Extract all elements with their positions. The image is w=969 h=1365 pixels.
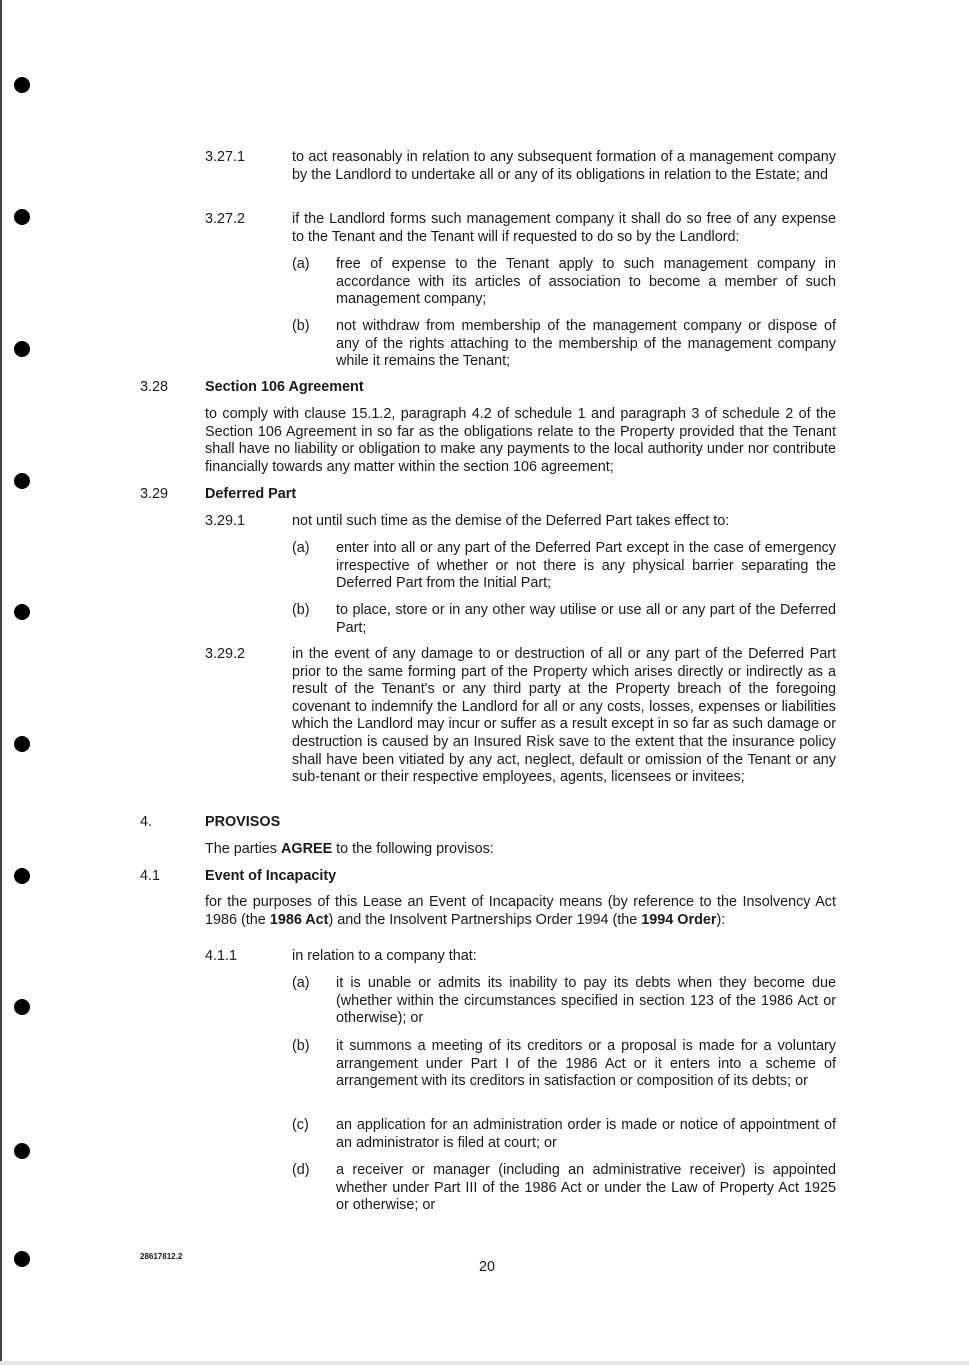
text-run: ) and the Insolvent Partnerships Order 1994 (the: [328, 911, 642, 928]
punch-hole-icon: [14, 77, 30, 93]
page-number: 20: [479, 1259, 496, 1275]
clause-text: in relation to a company that:: [292, 948, 477, 964]
clause-number: 4.1.1: [205, 948, 238, 964]
defined-term: 1994 Order: [641, 911, 717, 928]
item-label: (a): [292, 975, 310, 991]
defined-term: AGREE: [281, 841, 333, 857]
item-text: an application for an administration order is made or notice of appointment of an administrator is filed at court; or: [336, 1117, 836, 1151]
punch-hole-icon: [14, 999, 30, 1015]
clause-heading: PROVISOS: [205, 814, 281, 830]
item-label: (a): [292, 540, 310, 556]
item-text: it is unable or admits its inability to pay its debts when they become due (whether within the circumstances specified in section 123 of the 1986 Act or otherwise); or: [336, 975, 836, 1027]
defined-term: 1986 Act: [269, 911, 329, 928]
punch-hole-icon: [14, 341, 30, 357]
item-label: (c): [292, 1117, 309, 1133]
clause-text: if the Landlord forms such management company it shall do so free of any expense to the Tenant and the Tenant will if requested to do so by the Landlord:: [292, 211, 836, 245]
clause-number: 3.29.1: [205, 513, 246, 529]
clause-text: in the event of any damage to or destruction of all or any part of the Deferred Part prior to the same forming part of the Property which arises directly or indirectly as a result of the Tenant's or any third party at the Property breach of the foregoing covenant to indemnify the Landlord for all or any costs, losses, expenses or liabilities which the Landlord may incur or suffer as a result except in so far as such damage or destruction is caused by an Insured Risk save to the extent that the insurance policy shall have been vitiated by any act, neglect, default or omission of the Tenant or any sub-tenant or their respective employees, agents, licensees or invitees;: [292, 646, 836, 786]
item-text: not withdraw from membership of the management company or dispose of any of the rights attaching to the membership of the management company while it remains the Tenant;: [336, 318, 836, 370]
item-label: (a): [292, 256, 310, 272]
clause-heading: Event of Incapacity: [205, 868, 337, 884]
clause-number: 3.27.1: [205, 149, 246, 165]
item-label: (d): [292, 1162, 310, 1178]
item-label: (b): [292, 1038, 310, 1054]
page-bottom-edge: [0, 1361, 969, 1365]
clause-text: to comply with clause 15.1.2, paragraph 4.2 of schedule 1 and paragraph 3 of schedule 2 of the Section 106 Agreement in so far as the obligations relate to the Property provided that the Tenant shall have no liability or obligation to make any payments to the local authority under nor contribute financially towards any matter within the section 106 agreement;: [205, 406, 836, 475]
clause-text: not until such time as the demise of the Deferred Part takes effect to:: [292, 513, 730, 529]
item-label: (b): [292, 602, 310, 618]
clause-heading: Deferred Part: [205, 486, 297, 502]
punch-hole-icon: [14, 868, 30, 884]
punch-hole-icon: [14, 736, 30, 752]
clause-text: [205, 841, 836, 859]
item-text: to place, store or in any other way utilise or use all or any part of the Deferred Part;: [336, 602, 836, 636]
punch-hole-icon: [14, 604, 30, 620]
item-text: a receiver or manager (including an administrative receiver) is appointed whether under Part III of the 1986 Act or under the Law of Property Act 1925 or otherwise; or: [336, 1162, 836, 1214]
punch-hole-icon: [14, 1143, 30, 1159]
punch-hole-icon: [14, 473, 30, 489]
item-label: (b): [292, 318, 310, 334]
intro-text: to the following provisos:: [332, 841, 494, 857]
clause-number: 3.29.2: [205, 646, 246, 662]
punch-hole-icon: [14, 1251, 30, 1267]
item-text: it summons a meeting of its creditors or a proposal is made for a voluntary arrangement under Part I of the 1986 Act or it enters into a scheme of arrangement with its creditors in satisfaction or composition of its debts; or: [336, 1038, 836, 1090]
page-left-edge: [0, 0, 2, 1365]
clause-number: 3.27.2: [205, 211, 246, 227]
intro-text: The parties: [205, 841, 281, 857]
clause-number: 3.28: [140, 379, 169, 395]
clause-text: [205, 894, 836, 929]
clause-number: 3.29: [140, 486, 169, 502]
document-reference: 28617812.2: [140, 1252, 183, 1261]
clause-text: to act reasonably in relation to any subsequent formation of a management company by the Landlord to undertake all or any of its obligations in relation to the Estate; and: [292, 149, 836, 183]
text-run: for the purposes of this Lease an Event of Incapacity means (by reference to the Insolvency Act 1986 (the: [205, 894, 836, 928]
clause-number: 4.: [140, 814, 153, 830]
clause-number: 4.1: [140, 868, 161, 884]
clause-heading: Section 106 Agreement: [205, 379, 364, 395]
item-text: free of expense to the Tenant apply to such management company in accordance with its articles of association to become a member of such management company;: [336, 256, 836, 308]
item-text: enter into all or any part of the Deferred Part except in the case of emergency irrespective of whether or not there is any physical barrier separating the Deferred Part from the Initial Part;: [336, 540, 836, 592]
text-run: ):: [716, 911, 726, 928]
punch-hole-icon: [14, 209, 30, 225]
